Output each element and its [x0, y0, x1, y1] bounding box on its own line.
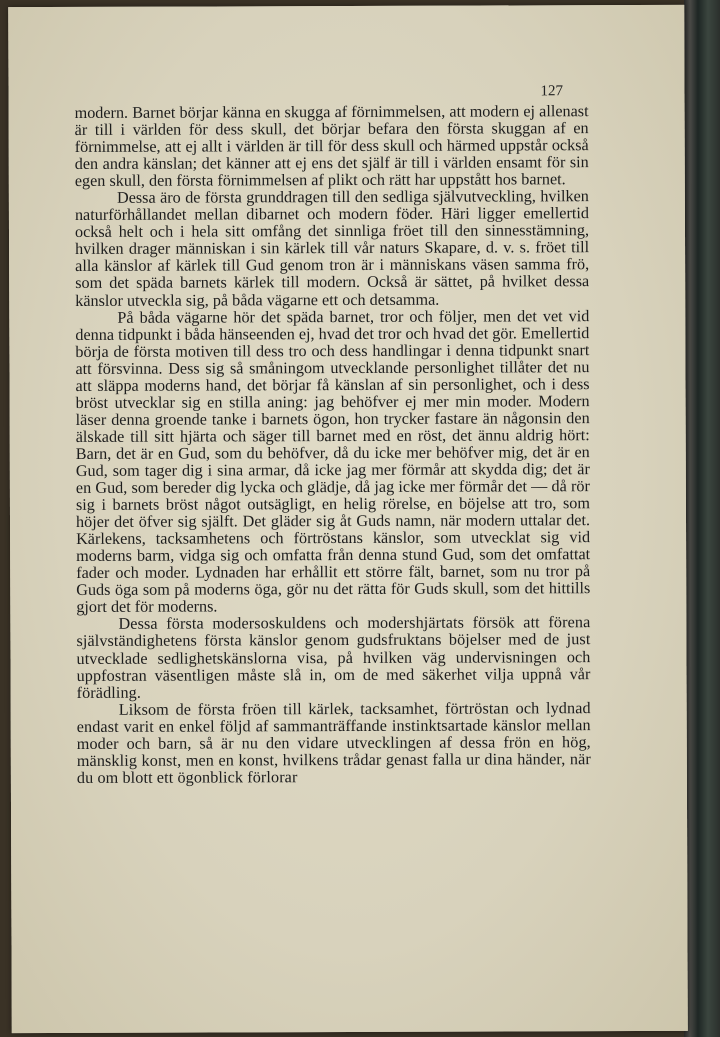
page-number: 127 — [540, 83, 564, 100]
paragraph: modern. Barnet börjar känna en skugga af förnimmelsen, att modern ej allenast är till i världen för dess skull, det börjar befara den första skuggan af en förnimmelse, att ej allt i världen är till för dess skull och härmed uppstår också den andra känslan; det känner att ej ens det själf är till i världen ensamt för sin egen skull, den första förnimmelsen af plikt och rätt har uppstått hos barnet. — [74, 102, 589, 191]
body-text — [75, 103, 591, 787]
paragraph: Dessa första modersoskuldens och modershjärtats försök att förena självständighetens första känslor genom gudsfruktans böjelser med de just utvecklade sedlighetskänslorna visa, på hvilken väg undervisningen och uppfostran väsentligen måste slå in, om de med säkerhet vilja uppnå vår förädling. — [76, 613, 591, 702]
paragraph: Liksom de första fröen till kärlek, tacksamhet, förtröstan och lydnad endast varit en enkel följd af sammanträffande instinktsartade känslor mellan moder och barn, så är nu den vidare utvecklingen af dessa frön en hög, mänsklig konst, men en konst, hvilkens trådar genast falla ur dina händer, när du om blott ett ögonblick förlorar — [76, 698, 591, 787]
paragraph: Dessa äro de första grunddragen till den sedliga självutveckling, hvilken naturförhållandet mellan dibarnet och modern föder. Häri ligger emellertid också helt och i hela sitt omfång det sinnliga fröet till den sinnesstämning, hvilken drager människan i sin kärlek till vår naturs Skapare, d. v. s. fröet till alla känslor af kärlek till Gud genom tron är i människans väsen samma frö, som det späda barnets kärlek till modern. Också är sättet, på hvilket dessa känslor utveckla sig, på båda vägarne ett och detsamma. — [74, 187, 590, 310]
paragraph: På båda vägarne hör det späda barnet, tror och följer, men det vet vid denna tidpunkt i båda hänseenden ej, hvad det tror och hvad det gör. Emellertid börja de första motiven till dess tro och dess handlingar i denna tidpunkt snart att försvinna. Dess sig så småningom utvecklande personlighet tillåter det nu att släppa moderns hand, det börjar få känslan af sin personlighet, och i dess bröst utvecklar sig en stilla aning: jag behöfver ej mer min moder. Modern läser denna groende tanke i barnets ögon, hon trycker fastare än någonsin den älskade till sitt hjärta och säger till barnet med en röst, det ännu aldrig hört: Barn, det är en Gud, som du behöfver, då du icke mer behöfver mig, det är en Gud, som tager dig i sina armar, då icke jag mer förmår att skydda dig; det är en Gud, som bereder dig lycka och glädje, då jag icke mer förmår det — då rör sig i barnets bröst något outsägligt, en helig rörelse, en böjelse att tro, som höjer det öfver sig själft. Det gläder sig åt Guds namn, när modern uttalar det. Kärlekens, tacksamhetens och förtröstans känslor, som utvecklat sig vid moderns barm, vidga sig och omfatta från denna stund Gud, som det omfattat fader och moder. Lydnaden har erhållit ett större fält, barnet, som nu tror på Guds öga som på moderns öga, gör nu det rätta för Guds skull, som det hittills gjort det för moderns. — [75, 306, 591, 617]
book-edge — [684, 0, 720, 1037]
book-page — [8, 5, 688, 1033]
